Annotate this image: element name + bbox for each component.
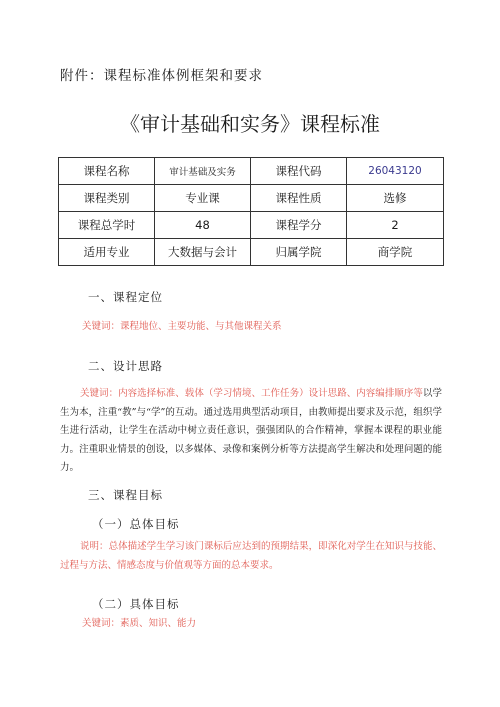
table-cell-label: 课程学分: [251, 212, 347, 239]
section-heading-design: 二、设计思路: [88, 359, 163, 373]
table-cell-label: 课程代码: [251, 158, 347, 185]
keywords-specific: 关键词：素质、知识、能力: [82, 618, 197, 629]
design-text: 以学生为本，注重“教”与“学”的互动。通过选用典型活动项目，由教师提出要求及示范，组织学生进行活动，让学生在活动中树立责任意识，强强团队的合作精神，掌握本课程的职业能力。注重职业情景的创设，以多媒体、录像和案例分析等方法提高学生解决和处理问题的能力。: [60, 388, 442, 473]
table-cell-label: 归属学院: [251, 239, 347, 266]
table-cell-value: 26043120: [347, 158, 444, 185]
table-row: [59, 185, 444, 212]
table-cell-value: 选修: [347, 185, 444, 212]
table-cell-value: 大数据与会计: [155, 239, 251, 266]
section-heading-objectives: 三、课程目标: [88, 488, 163, 502]
table-cell-label: 课程性质: [251, 185, 347, 212]
table-cell-label: 课程名称: [59, 158, 155, 185]
table-row: [59, 239, 444, 266]
design-paragraph: [60, 385, 442, 478]
table-cell-value: 审计基础及实务: [155, 158, 251, 185]
course-info-table: [58, 157, 444, 266]
keywords-positioning: 关键词：课程地位、主要功能、与其他课程关系: [82, 321, 282, 332]
subsection-heading-specific: （二）具体目标: [92, 597, 180, 611]
overall-objectives-text: 说明：总体描述学生学习该门课标后应达到的预期结果，即深化对学生在知识与技能、过程与方法、情感态度与价值观等方面的总本要求。: [60, 541, 442, 571]
table-cell-value: 商学院: [347, 239, 444, 266]
table-cell-value: 2: [347, 212, 444, 239]
table-cell-label: 课程类别: [59, 185, 155, 212]
design-keywords: 关键词：内容选择标准、载体（学习情境、工作任务）设计思路、内容编排顺序等: [80, 388, 423, 399]
table-row: [59, 212, 444, 239]
table-cell-value: 专业课: [155, 185, 251, 212]
attachment-label: 附件：课程标准体例框架和要求: [60, 68, 263, 84]
table-cell-label: 适用专业: [59, 239, 155, 266]
section-heading-positioning: 一、课程定位: [88, 290, 163, 304]
document-title: 《审计基础和实务》课程标准: [120, 112, 380, 136]
table-row: [59, 158, 444, 185]
table-cell-label: 课程总学时: [59, 212, 155, 239]
table-cell-value: 48: [155, 212, 251, 239]
subsection-heading-overall: （一）总体目标: [92, 517, 180, 531]
